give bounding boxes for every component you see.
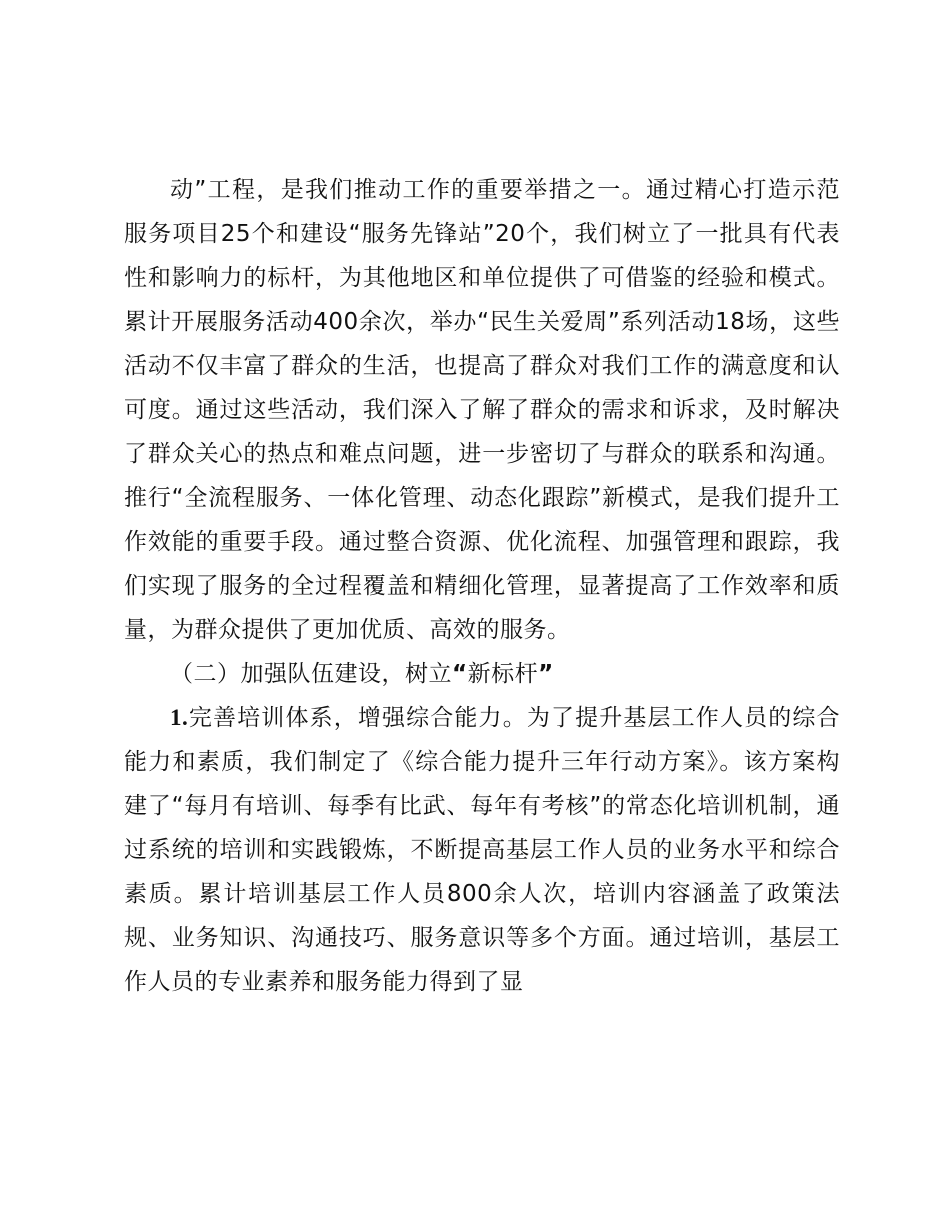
paragraph-1: 动”工程，是我们推动工作的重要举措之一。通过精心打造示范服务项目25个和建设“服务先锋站”20个，我们树立了一批具有代表性和影响力的标杆，为其他地区和单位提供了可借鉴的经验和模式。累计开展服务活动400余次，举办“民生关爱周”系列活动18场，这些活动不仅丰富了群众的生活，也提高了群众对我们工作的满意度和认可度。通过这些活动，我们深入了解了群众的需求和诉求，及时解决了群众关心的热点和难点问题，进一步密切了与群众的联系和沟通。推行“全流程服务、一体化管理、动态化跟踪”新模式，是我们提升工作效能的重要手段。通过整合资源、优化流程、加强管理和跟踪，我们实现了服务的全过程覆盖和精细化管理，显著提高了工作效率和质量，为群众提供了更加优质、高效的服务。 — [124, 177, 840, 643]
document-body — [124, 168, 840, 1004]
section-heading-text: （二）加强队伍建设，树立 — [170, 661, 452, 687]
heading-quote-close: ” — [538, 661, 554, 687]
section-heading — [124, 652, 840, 696]
heading-quote-open: “ — [452, 661, 468, 687]
item-number: 1. — [170, 705, 189, 730]
paragraph-2-text: 完善培训体系，增强综合能力。为了提升基层工作人员的综合能力和素质，我们制定了《综合能力提升三年行动方案》。该方案构建了“每月有培训、每季有比武、每年有考核”的常态化培训机制，通过系统的培训和实践锻炼，不断提高基层工作人员的业务水平和综合素质。累计培训基层工作人员800余人次，培训内容涵盖了政策法规、业务知识、沟通技巧、服务意识等多个方面。通过培训，基层工作人员的专业素养和服务能力得到了显 — [124, 705, 840, 995]
heading-emphasis: 新标杆 — [467, 661, 539, 687]
paragraph-2 — [124, 696, 840, 1004]
